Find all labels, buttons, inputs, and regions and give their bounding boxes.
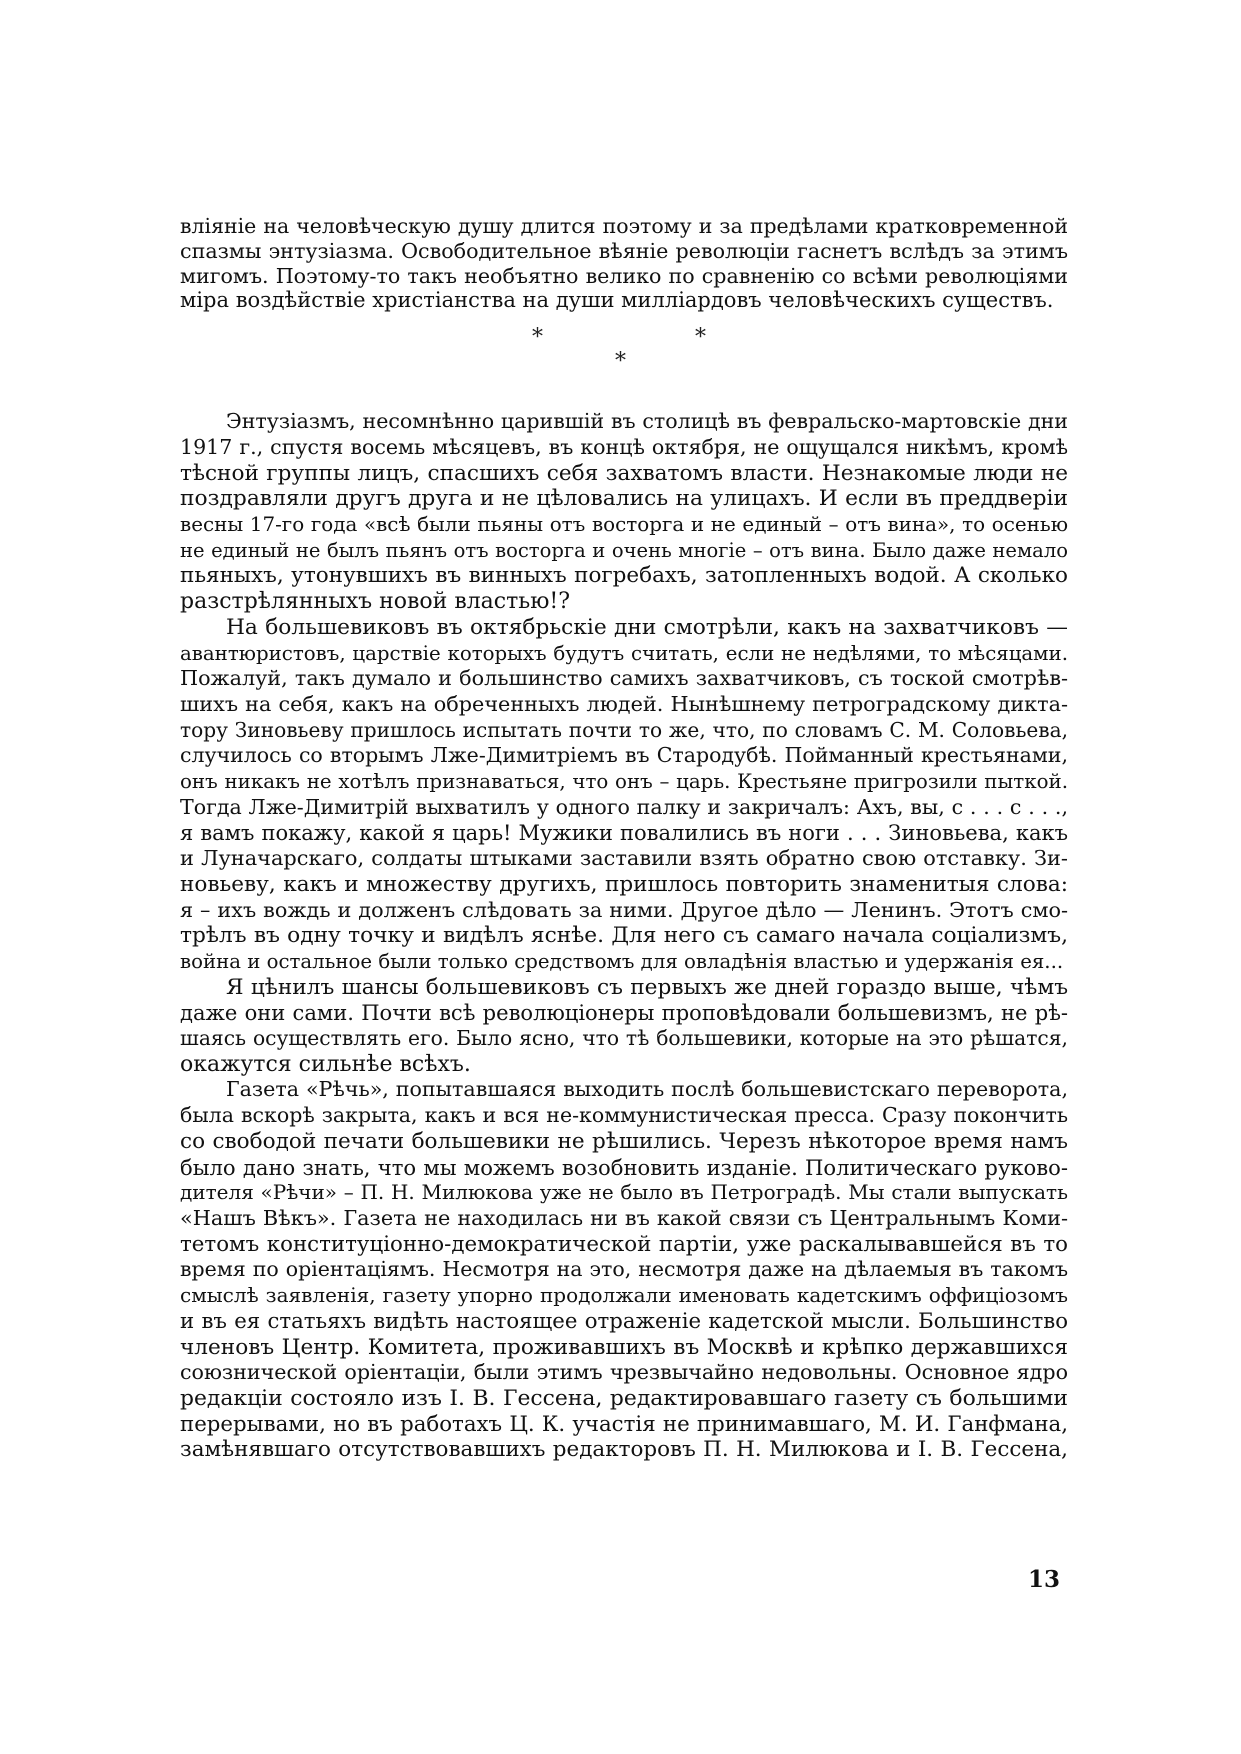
text-line: вліяніе на человѣческую душу длится поэтому и за предѣлами кратковременной [180, 214, 1068, 238]
text-line: Пожалуй, такъ думало и большинство самихъ захватчиковъ, съ тоской смотрѣв- [180, 666, 1068, 691]
text-line: новьеву, какъ и множеству другихъ, пришлось повторить знаменитыя слова: [180, 871, 1068, 897]
text-line: онъ никакъ не хотѣлъ признаваться, что онъ – царь. Крестьяне пригрозили пыткой. [180, 770, 1068, 794]
text-line: На большевиковъ въ октябрьскіе дни смотрѣли, какъ на захватчиковъ — [226, 614, 1068, 640]
text-line: шаясь осуществлять его. Было ясно, что тѣ большевики, которые на это рѣшатся, [180, 1026, 1068, 1051]
text-line: Газета «Рѣчь», попытавшаяся выходить послѣ большевистскаго переворота, [226, 1077, 1068, 1102]
text-line: тетомъ конституціонно-демократической партіи, уже раскалывавшейся въ то [180, 1231, 1068, 1257]
text-line: дителя «Рѣчи» – П. Н. Милюкова уже не было въ Петроградѣ. Мы стали выпускать [180, 1180, 1068, 1205]
text-line: редакціи состояло изъ І. В. Гессена, редактировавшаго газету съ большими [180, 1385, 1068, 1411]
text-line: не единый не былъ пьянъ отъ восторга и очень многіе – отъ вина. Было даже немало [180, 538, 1068, 562]
asterisk: * [695, 325, 706, 351]
text-line: тѣсной группы лицъ, спасшихъ себя захватомъ власти. Незнакомые люди не [180, 460, 1068, 486]
text-line: 1917 г., спустя восемь мѣсяцевъ, въ концѣ октября, не ощущался никѣмъ, кромѣ [180, 434, 1068, 459]
text-line: союзнической оріентаціи, были этимъ чрезвычайно недовольны. Основное ядро [180, 1360, 1068, 1385]
text-line: окажутся сильнѣе всѣхъ. [180, 1051, 471, 1077]
page-number: 13 [1028, 1566, 1061, 1593]
text-line: спазмы энтузіазма. Освободительное вѣяніе революціи гаснетъ вслѣдъ за этимъ [180, 238, 1068, 263]
text-line: случилось со вторымъ Лже-Димитріемъ въ Стародубѣ. Пойманный крестьянами, [180, 743, 1068, 768]
text-line: война и остальное были только средствомъ для овладѣнія властью и удержанія ея... [180, 949, 1064, 973]
text-line: тору Зиновьеву пришлось испытать почти то же, что, по словамъ С. М. Соловьева, [180, 717, 1068, 742]
text-line: пьяныхъ, утонувшихъ въ винныхъ погребахъ, затопленныхъ водой. А сколько [180, 563, 1068, 589]
text-line: Тогда Лже-Димитрій выхватилъ у одного палку и закричалъ: Ахъ, вы, с . . . с . . ., [180, 794, 1068, 819]
text-line: замѣнявшаго отсутствовавшихъ редакторовъ П. Н. Милюкова и І. В. Гессена, [180, 1437, 1068, 1463]
section-asterism [180, 313, 1068, 409]
text-line: Энтузіазмъ, несомнѣнно царившій въ столицѣ въ февральско-мартовскіе дни [226, 409, 1068, 434]
text-line: даже они сами. Почти всѣ революціонеры проповѣдовали большевизмъ, не рѣ- [180, 1000, 1068, 1026]
text-line: трѣлъ въ одну точку и видѣлъ яснѣе. Для него съ самаго начала соціализмъ, [180, 923, 1068, 949]
paragraph [180, 615, 1068, 975]
text-line: разстрѣлянныхъ новой властью!? [180, 589, 571, 615]
text-line: и Луначарскаго, солдаты штыками заставили взять обратно свою отставку. Зи- [180, 846, 1068, 871]
paragraph [180, 1077, 1068, 1463]
text-line: время по оріентаціямъ. Несмотря на это, несмотря даже на дѣлаемыя въ такомъ [180, 1257, 1068, 1282]
text-line: со свободой печати большевики не рѣшились. Черезъ нѣкоторое время намъ [180, 1128, 1068, 1154]
paragraph [180, 975, 1068, 1078]
text-line: весны 17-го года «всѣ были пьяны отъ восторга и не единый – отъ вина», то осенью [180, 513, 1068, 536]
paragraph [180, 409, 1068, 615]
text-line: поздравляли другъ друга и не цѣловались на улицахъ. И если въ преддверіи [180, 486, 1068, 512]
text-line: было дано знать, что мы можемъ возобновить изданіе. Политическаго руково- [180, 1154, 1068, 1180]
text-line: перерывами, но въ работахъ Ц. К. участія не принимавшаго, М. И. Ганфмана, [180, 1411, 1068, 1437]
text-line: я – ихъ вождь и долженъ слѣдовать за ними. Другое дѣло — Ленинъ. Этотъ смо- [180, 897, 1068, 922]
asterisk: * [532, 325, 543, 351]
text-line: я вамъ покажу, какой я царь! Мужики повалились въ ноги . . . Зиновьева, какъ [180, 820, 1068, 846]
text-line: Я цѣнилъ шансы большевиковъ съ первыхъ же дней гораздо выше, чѣмъ [226, 974, 1068, 1000]
text-line: шихъ на себя, какъ на обреченныхъ людей. Нынѣшнему петроградскому дикта- [180, 691, 1068, 716]
text-line: міра воздѣйствіе христіанства на души милліардовъ человѣческихъ существъ. [180, 288, 1054, 313]
paragraph [180, 214, 1068, 313]
text-line: мигомъ. Поэтому-то такъ необъятно велико по сравненію со всѣми революціями [180, 263, 1068, 288]
text-line: и въ ея статьяхъ видѣть настоящее отраженіе кадетской мысли. Большинство [180, 1308, 1068, 1334]
text-line: смыслѣ заявленія, газету упорно продолжали именовать кадетскимъ оффиціозомъ [180, 1283, 1068, 1308]
text-line: была вскорѣ закрыта, какъ и вся не-коммунистическая пресса. Сразу покончить [180, 1103, 1068, 1128]
text-line: «Нашъ Вѣкъ». Газета не находилась ни въ какой связи съ Центральнымъ Коми- [180, 1205, 1068, 1230]
text-line: авантюристовъ, царствіе которыхъ будутъ считать, если не недѣлями, то мѣсяцами. [180, 641, 1068, 665]
body-text [180, 214, 1068, 1463]
text-line: членовъ Центр. Комитета, проживавшихъ въ Москвѣ и крѣпко державшихся [180, 1334, 1068, 1360]
asterisk: * [615, 349, 626, 375]
